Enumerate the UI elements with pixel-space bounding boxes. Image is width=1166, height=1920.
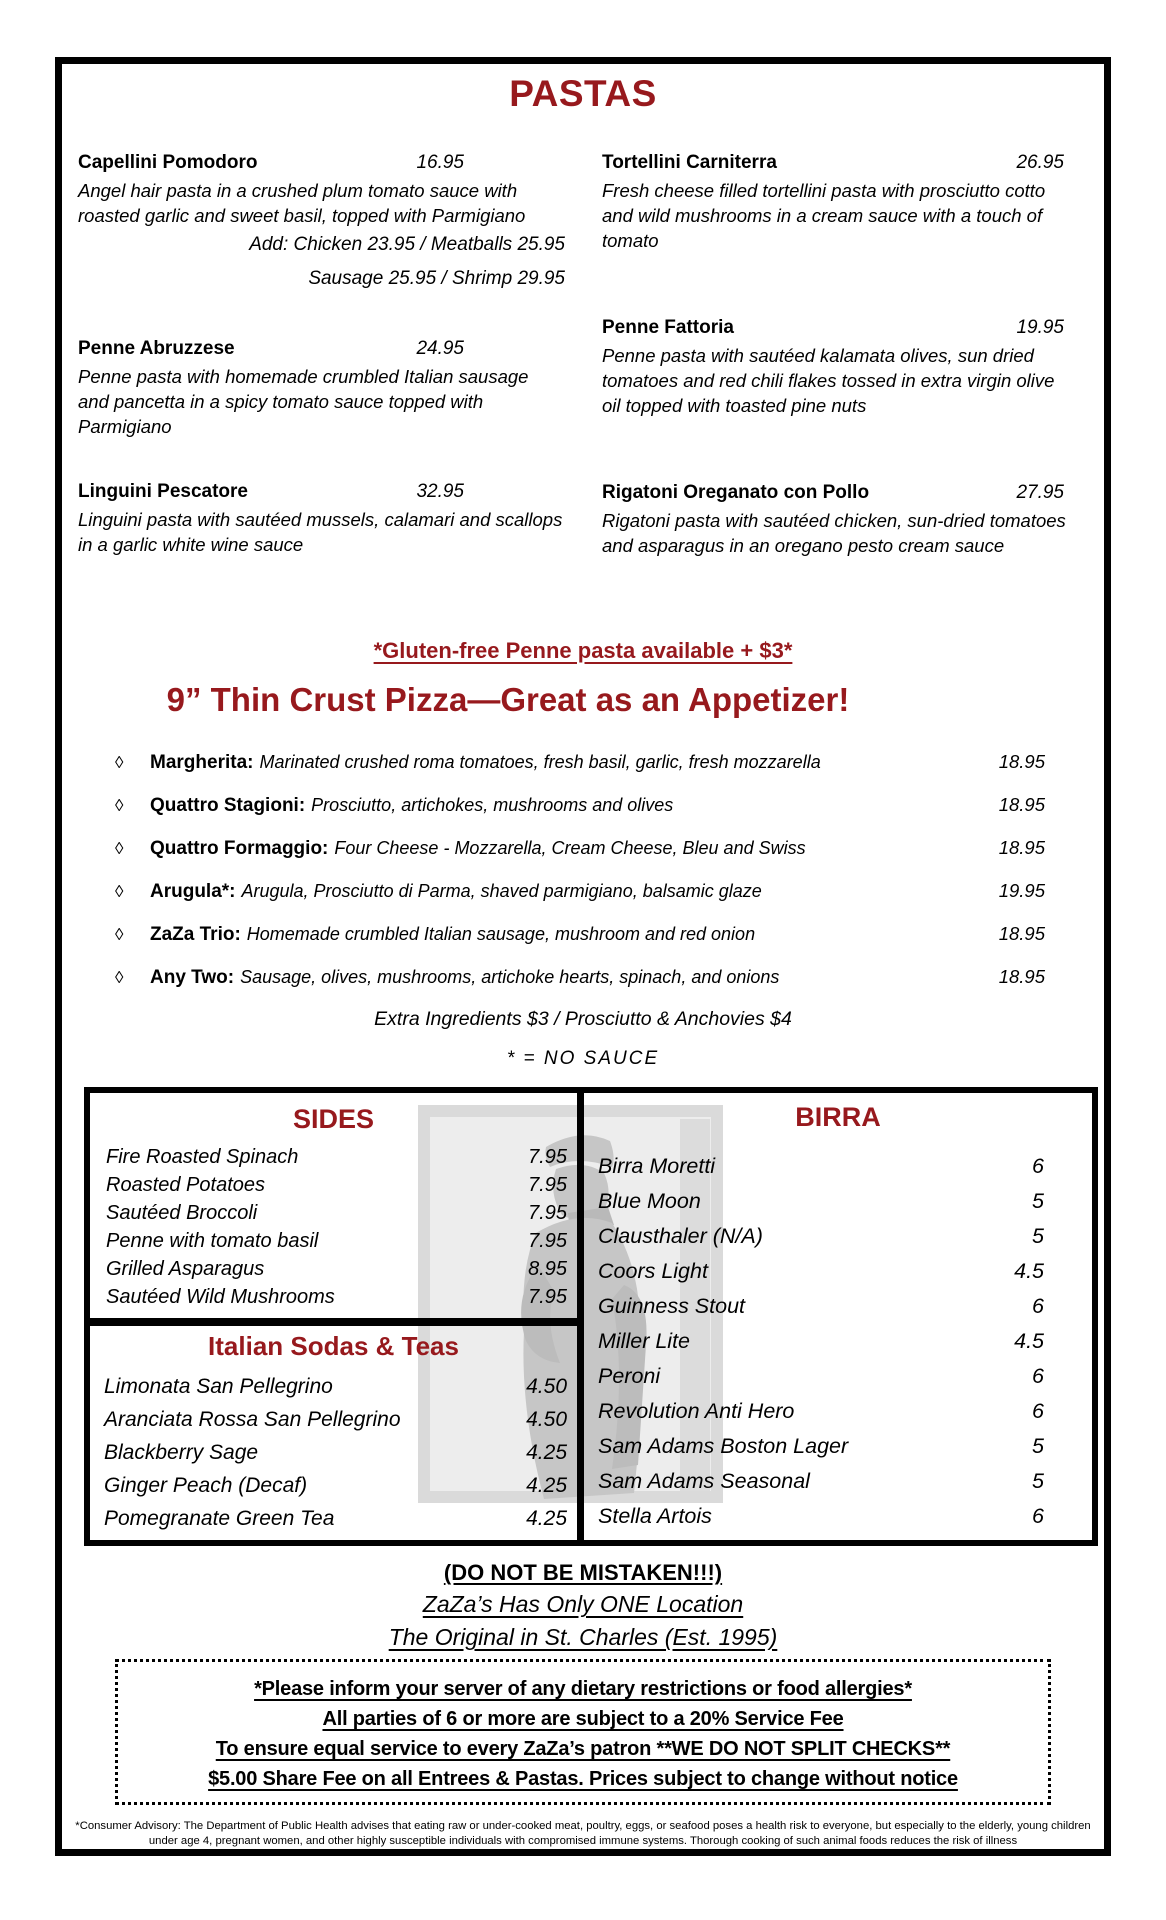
sides-item [90, 1255, 577, 1283]
pasta-item-addon-line: Add: Chicken 23.95 / Meatballs 25.95 [249, 234, 565, 255]
pizza-item-description: Prosciutto, artichokes, mushrooms and olives [311, 795, 674, 815]
sodas-teas-heading: Italian Sodas & Teas [208, 1331, 459, 1361]
consumer-advisory-line: *Consumer Advisory: The Department of Public Health advises that eating raw or under-cooked meat, poultry, eggs, or seafood poses a health risk to everyone, but especially to the elderly, young children [75, 1820, 1091, 1832]
birra-item-name: Sam Adams Boston Lager [598, 1434, 849, 1458]
pizza-item-text [150, 834, 989, 864]
policy-line: To ensure equal service to every ZaZa’s patron **WE DO NOT SPLIT CHECKS** [215, 1738, 951, 1760]
birra-item-name: Miller Lite [598, 1329, 690, 1353]
sodas-teas-item [90, 1403, 577, 1436]
consumer-advisory [74, 1819, 1092, 1849]
pasta-item-description: Fresh cheese filled tortellini pasta with prosciutto cotto and wild mushrooms in a cream sauce with a touch of tomato [602, 180, 1046, 251]
sodas-teas-item-price: 4.50 [526, 1408, 567, 1431]
sides-item-price: 7.95 [528, 1230, 567, 1252]
policy-line: *Please inform your server of any dietary restrictions or food allergies* [254, 1678, 912, 1700]
birra-item-name: Guinness Stout [598, 1294, 746, 1318]
sides-item-price: 7.95 [528, 1174, 567, 1196]
gluten-free-note: *Gluten-free Penne pasta available + $3* [373, 638, 793, 663]
sides-item-price: 7.95 [528, 1202, 567, 1224]
pizza-item-name: Any Two: [150, 967, 235, 988]
sides-item-price: 7.95 [528, 1286, 567, 1308]
sides-item-name: Grilled Asparagus [106, 1258, 265, 1280]
pizza-item-price: 18.95 [998, 794, 1045, 815]
pizza-item [115, 748, 1045, 778]
diamond-bullet-icon: ◊ [115, 882, 124, 901]
sodas-teas-item [90, 1436, 577, 1469]
pizza-item-text [150, 920, 989, 950]
birra-item-name: Clausthaler (N/A) [598, 1224, 763, 1248]
birra-item-price: 6 [1032, 1504, 1044, 1528]
birra-item-price: 4.5 [1014, 1329, 1044, 1353]
pasta-item [602, 315, 1072, 418]
pasta-item [78, 336, 564, 439]
pasta-item-description: Penne pasta with homemade crumbled Italian sausage and pancetta in a spicy tomato sauce topped with Parmigiano [78, 366, 529, 437]
birra-heading: BIRRA [795, 1102, 881, 1132]
sodas-teas-item [90, 1469, 577, 1502]
birra-item-name: Birra Moretti [598, 1154, 716, 1178]
birra-item-name: Revolution Anti Hero [598, 1399, 795, 1423]
pizza-item-price: 18.95 [998, 837, 1045, 858]
pasta-item-header [602, 150, 1064, 176]
sides-item-price: 7.95 [528, 1146, 567, 1168]
pizza-item-name: ZaZa Trio: [150, 924, 241, 945]
birra-item-price: 6 [1032, 1154, 1044, 1178]
sides-item [90, 1227, 577, 1255]
pasta-item-description: Penne pasta with sautéed kalamata olives, sun dried tomatoes and red chili flakes tossed in extra virgin olive oil topped with toasted pine nuts [602, 345, 1055, 416]
location-notice-line: The Original in St. Charles (Est. 1995) [388, 1624, 778, 1650]
birra-item [584, 1184, 1092, 1219]
pasta-item [78, 479, 564, 557]
pasta-item-name: Capellini Pomodoro [78, 152, 258, 173]
pizza-item-description: Four Cheese - Mozzarella, Cream Cheese, Bleu and Swiss [334, 838, 806, 858]
pasta-item-price: 26.95 [1016, 152, 1064, 173]
diamond-bullet-icon: ◊ [115, 839, 124, 858]
birra-item-name: Coors Light [598, 1259, 708, 1283]
birra-item-price: 6 [1032, 1399, 1044, 1423]
birra-item-name: Sam Adams Seasonal [598, 1469, 810, 1493]
sodas-teas-item [90, 1502, 577, 1535]
pasta-item-price: 16.95 [416, 152, 464, 173]
pizza-item [115, 877, 1045, 907]
consumer-advisory-line: under age 4, pregnant women, and other highly susceptible individuals with compromised immune systems. Thorough cooking of such animal foods reduces the risk of illness [148, 1835, 1018, 1847]
pasta-item-price: 19.95 [1016, 317, 1064, 338]
pasta-item-description: Rigatoni pasta with sautéed chicken, sun-dried tomatoes and asparagus in an oregano pesto cream sauce [602, 510, 1066, 556]
pizza-item-price: 19.95 [998, 880, 1045, 901]
birra-list [584, 1149, 1092, 1534]
pizza-item-description: Marinated crushed roma tomatoes, fresh basil, garlic, fresh mozzarella [259, 752, 821, 772]
pasta-column-right [602, 150, 1072, 558]
pizza-list [115, 748, 1045, 1006]
pasta-item-header [602, 480, 1064, 506]
pasta-item-header [602, 315, 1064, 341]
sides-item [90, 1199, 577, 1227]
sides-section [90, 1093, 577, 1326]
sodas-teas-item-price: 4.25 [526, 1507, 567, 1530]
pizza-section-heading: 9” Thin Crust Pizza—Great as an Appetizer! [166, 681, 850, 718]
sodas-teas-list [90, 1370, 577, 1535]
pizza-item [115, 834, 1045, 864]
policy-line: $5.00 Share Fee on all Entrees & Pastas. Prices subject to change without notice [208, 1768, 958, 1790]
sodas-teas-item [90, 1370, 577, 1403]
pasta-item-name: Linguini Pescatore [78, 481, 248, 502]
pasta-item-name: Penne Fattoria [602, 317, 734, 338]
sides-item-name: Sautéed Wild Mushrooms [106, 1286, 335, 1308]
sides-item-name: Fire Roasted Spinach [106, 1146, 299, 1168]
sodas-teas-item-name: Pomegranate Green Tea [104, 1507, 335, 1530]
pasta-item-price: 24.95 [416, 338, 464, 359]
pasta-item [78, 150, 564, 296]
pizza-item-text [150, 877, 989, 907]
policy-line: All parties of 6 or more are subject to a 20% Service Fee [322, 1708, 844, 1730]
pizza-item [115, 920, 1045, 950]
sides-sodas-column [90, 1093, 584, 1540]
birra-item-price: 5 [1032, 1434, 1044, 1458]
birra-item [584, 1429, 1092, 1464]
sodas-teas-item-name: Limonata San Pellegrino [104, 1375, 333, 1398]
no-sauce-note: * = NO SAUCE [506, 1048, 660, 1069]
pizza-item-text [150, 963, 989, 993]
sides-item-name: Roasted Potatoes [106, 1174, 265, 1196]
pizza-item-price: 18.95 [998, 751, 1045, 772]
birra-item-name: Blue Moon [598, 1189, 701, 1213]
sodas-teas-item-price: 4.50 [526, 1375, 567, 1398]
sides-heading: SIDES [292, 1104, 375, 1134]
birra-item-price: 6 [1032, 1294, 1044, 1318]
pasta-column-left [78, 150, 564, 558]
sodas-teas-item-price: 4.25 [526, 1474, 567, 1497]
pasta-item [602, 150, 1072, 253]
diamond-bullet-icon: ◊ [115, 968, 124, 987]
birra-item [584, 1254, 1092, 1289]
pizza-item-price: 18.95 [998, 966, 1045, 987]
pasta-item-description: Linguini pasta with sautéed mussels, calamari and scallops in a garlic white wine sauce [78, 509, 563, 555]
pasta-item-header [78, 150, 464, 176]
pizza-item-text [150, 791, 989, 821]
location-notice [62, 1558, 1104, 1654]
birra-item [584, 1324, 1092, 1359]
beverages-sides-panel [84, 1087, 1098, 1546]
pasta-item-name: Tortellini Carniterra [602, 152, 777, 173]
pizza-item-name: Arugula*: [150, 881, 236, 902]
pizza-item-name: Margherita: [150, 752, 254, 773]
pasta-item-header [78, 336, 464, 362]
sodas-teas-section [90, 1326, 577, 1540]
pizza-item-description: Homemade crumbled Italian sausage, mushroom and red onion [246, 924, 756, 944]
birra-item [584, 1219, 1092, 1254]
birra-section [584, 1093, 1092, 1540]
location-notice-headline: (DO NOT BE MISTAKEN!!!) [443, 1560, 723, 1585]
pasta-item-header [78, 479, 464, 505]
pizza-item-description: Arugula, Prosciutto di Parma, shaved parmigiano, balsamic glaze [241, 881, 762, 901]
birra-item-price: 4.5 [1014, 1259, 1044, 1283]
pasta-item-name: Rigatoni Oreganato con Pollo [602, 482, 870, 503]
pizza-item [115, 963, 1045, 993]
pizza-extras-note: Extra Ingredients $3 / Prosciutto & Anchovies $4 [374, 1008, 792, 1030]
pizza-item-text [150, 748, 989, 778]
birra-item [584, 1149, 1092, 1184]
pizza-item-name: Quattro Stagioni: [150, 795, 306, 816]
pasta-item-price: 27.95 [1016, 482, 1064, 503]
sides-item [90, 1143, 577, 1171]
diamond-bullet-icon: ◊ [115, 796, 124, 815]
sodas-teas-item-name: Ginger Peach (Decaf) [104, 1474, 308, 1497]
diamond-bullet-icon: ◊ [115, 925, 124, 944]
sides-list [90, 1143, 577, 1311]
birra-item-name: Stella Artois [598, 1504, 712, 1528]
birra-item [584, 1499, 1092, 1534]
sides-item [90, 1171, 577, 1199]
pizza-item-price: 18.95 [998, 923, 1045, 944]
sodas-teas-item-price: 4.25 [526, 1441, 567, 1464]
birra-item-name: Peroni [598, 1364, 661, 1388]
birra-item [584, 1289, 1092, 1324]
sides-item-name: Sautéed Broccoli [106, 1202, 258, 1224]
pasta-item-addon-line: Sausage 25.95 / Shrimp 29.95 [308, 268, 565, 289]
policies-box [115, 1659, 1051, 1805]
pizza-item-name: Quattro Formaggio: [150, 838, 329, 859]
location-notice-line: ZaZa’s Has Only ONE Location [422, 1591, 744, 1617]
birra-item [584, 1359, 1092, 1394]
pasta-item-name: Penne Abruzzese [78, 338, 235, 359]
page-title: PASTAS [509, 73, 657, 114]
sodas-teas-item-name: Aranciata Rossa San Pellegrino [104, 1408, 401, 1431]
page-frame [55, 57, 1111, 1856]
birra-item [584, 1464, 1092, 1499]
diamond-bullet-icon: ◊ [115, 753, 124, 772]
sides-item [90, 1283, 577, 1311]
sodas-teas-item-name: Blackberry Sage [104, 1441, 259, 1464]
sides-item-name: Penne with tomato basil [106, 1230, 319, 1252]
birra-item-price: 5 [1032, 1224, 1044, 1248]
birra-item-price: 6 [1032, 1364, 1044, 1388]
pizza-item [115, 791, 1045, 821]
birra-item [584, 1394, 1092, 1429]
pastas-section [78, 150, 1072, 558]
sides-item-price: 8.95 [528, 1258, 567, 1280]
pizza-item-description: Sausage, olives, mushrooms, artichoke hearts, spinach, and onions [240, 967, 780, 987]
pasta-item [602, 480, 1072, 558]
pasta-item-price: 32.95 [416, 481, 464, 502]
birra-item-price: 5 [1032, 1469, 1044, 1493]
pasta-item-description: Angel hair pasta in a crushed plum tomato sauce with roasted garlic and sweet basil, topped with Parmigiano [78, 180, 526, 226]
birra-item-price: 5 [1032, 1189, 1044, 1213]
